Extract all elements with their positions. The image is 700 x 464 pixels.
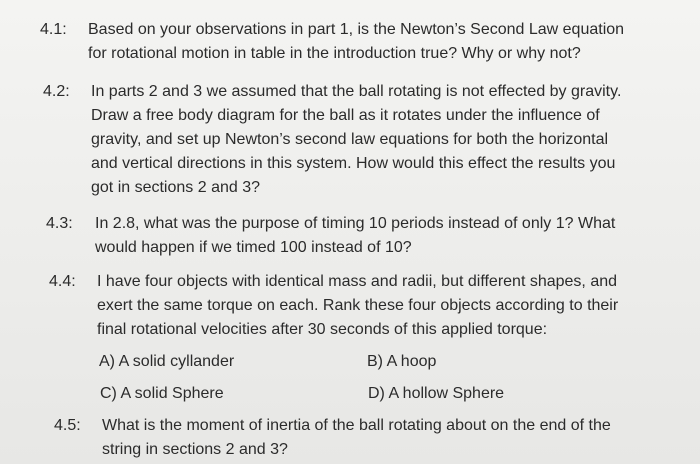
question-text (97, 270, 618, 342)
question-text (91, 80, 621, 200)
question-line: string in sections 2 and 3? (102, 441, 288, 458)
question-line: exert the same torque on each. Rank these four objects according to their (97, 297, 619, 314)
question-line: final rotational velocities after 30 seconds of this applied torque: (97, 321, 548, 338)
question-line: gravity, and set up Newton’s second law equations for both the horizontal (91, 131, 609, 148)
question-line: Based on your observations in part 1, is the Newton’s Second Law equation (88, 21, 625, 38)
question-line: Draw a free body diagram for the ball as it rotates under the influence of (91, 107, 600, 124)
option-c: C) A solid Sphere (100, 385, 224, 402)
question-number: 4.1: (40, 21, 67, 38)
question-text (102, 414, 611, 462)
question-number: 4.5: (54, 417, 81, 434)
question-line: for rotational motion in table in the introduction true? Why or why not? (88, 45, 581, 62)
question-number: 4.2: (43, 83, 70, 100)
option-d: D) A hollow Sphere (368, 385, 505, 402)
question-line: and vertical directions in this system. How would this effect the results you (91, 155, 616, 172)
question-line: In 2.8, what was the purpose of timing 10 periods instead of only 1? What (95, 215, 616, 232)
question-line: got in sections 2 and 3? (91, 179, 261, 196)
question-text (95, 212, 615, 260)
question-line: What is the moment of inertia of the ball rotating about on the end of the (102, 417, 611, 434)
question-number: 4.3: (46, 215, 73, 232)
question-text (88, 18, 624, 66)
question-line: I have four objects with identical mass and radii, but different shapes, and (97, 273, 618, 290)
option-a: A) A solid cyllander (99, 353, 235, 370)
question-line: In parts 2 and 3 we assumed that the ball rotating is not effected by gravity. (91, 83, 622, 100)
option-b: B) A hoop (367, 353, 437, 370)
question-line: would happen if we timed 100 instead of 10? (95, 239, 412, 256)
question-number: 4.4: (49, 273, 76, 290)
